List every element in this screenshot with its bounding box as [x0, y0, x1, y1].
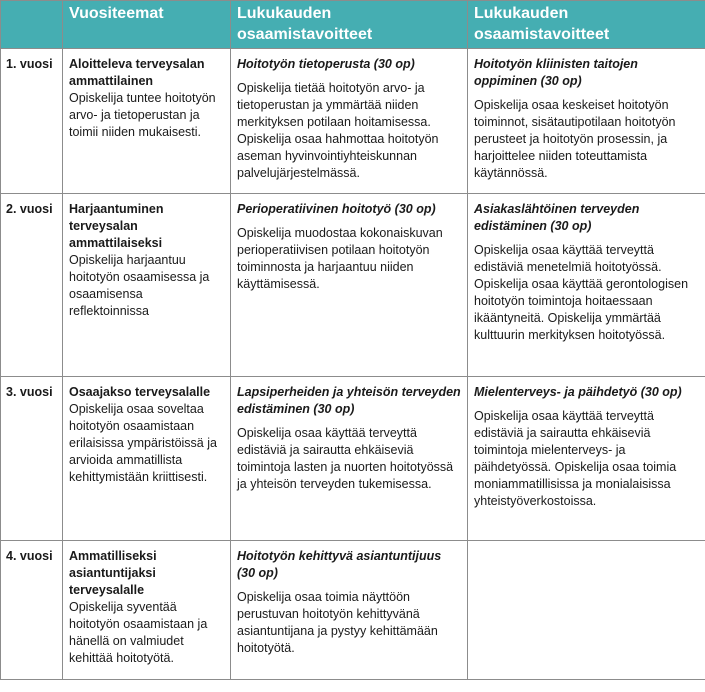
course-cell	[231, 541, 468, 680]
course-desc: Opiskelija osaa keskeiset hoitotyön toiminnot, sisätautipotilaan hoitotyön perusteet ja hoitotyön prosessin, ja harjoittelee niiden toteuttamista käytännössä.	[474, 98, 676, 180]
course-title: Lapsiperheiden ja yhteisön terveyden edistäminen (30 op)	[237, 385, 461, 416]
theme-desc: Opiskelija tuntee hoitotyön arvo- ja tietoperustan ja toimii niiden mukaisesti.	[69, 91, 216, 139]
course-title: Perioperatiivinen hoitotyö (30 op)	[237, 202, 436, 216]
header-goals-2: Lukukauden osaamistavoitteet	[468, 1, 705, 49]
table-row	[1, 49, 705, 194]
course-cell	[468, 49, 705, 194]
header-goals-1: Lukukauden osaamistavoitteet	[231, 1, 468, 49]
course-title: Hoitotyön tietoperusta (30 op)	[237, 57, 415, 71]
course-desc: Opiskelija osaa käyttää terveyttä edistäviä ja sairautta ehkäiseviä toimintoja lasten ja nuorten hoitotyössä ja yhteisön terveyden tukemisessa.	[237, 426, 454, 491]
course-cell	[231, 377, 468, 541]
theme-title: Aloitteleva terveysalan ammattilainen	[69, 57, 205, 88]
course-cell-empty	[468, 541, 705, 680]
theme-desc: Opiskelija osaa soveltaa hoitotyön osaamistaan erilaisissa ympäristöissä ja arvioida ammatillista kehittymistään kriittisesti.	[69, 402, 217, 484]
theme-cell	[63, 541, 231, 680]
course-desc: Opiskelija osaa käyttää terveyttä edistäviä menetelmiä hoitotyössä. Opiskelija osaa käyttää gerontologisen hoitotyön toimintoja hoitaessaan ikääntyneitä. Opiskelija ymmärtää kulttuurin merkityksen hoitotyössä.	[474, 243, 689, 342]
course-cell	[468, 194, 705, 377]
table-row	[1, 541, 705, 680]
theme-title: Osaajakso terveysalalle	[69, 385, 211, 399]
theme-desc: Opiskelija harjaantuu hoitotyön osaamisessa ja osaamisensa reflektoinnissa	[69, 253, 210, 318]
header-themes: Vuositeemat	[63, 1, 231, 49]
theme-cell	[63, 49, 231, 194]
header-year	[1, 1, 63, 49]
year-cell: 1. vuosi	[1, 49, 63, 194]
theme-title: Ammatilliseksi asiantuntijaksi terveysalalle	[69, 549, 157, 597]
year-cell: 4. vuosi	[1, 541, 63, 680]
theme-title: Harjaantuminen terveysalan ammattilaiseksi	[69, 202, 164, 250]
theme-desc: Opiskelija syventää hoitotyön osaamistaan ja hänellä on valmiudet kehittää hoitotyötä.	[69, 600, 208, 665]
table-row	[1, 194, 705, 377]
year-cell: 3. vuosi	[1, 377, 63, 541]
header-row	[1, 1, 705, 49]
course-title: Hoitotyön kliinisten taitojen oppiminen (30 op)	[474, 57, 638, 88]
course-desc: Opiskelija osaa toimia näyttöön perustuvan hoitotyön kehittyvänä asiantuntijana ja pystyy kehittämään hoitotyötä.	[237, 590, 438, 655]
course-desc: Opiskelija muodostaa kokonaiskuvan perioperatiivisen potilaan hoitotyön toiminnosta ja harjaantuu niiden käyttämisessä.	[237, 226, 443, 291]
course-title: Mielenterveys- ja päihdetyö (30 op)	[474, 385, 682, 399]
course-desc: Opiskelija tietää hoitotyön arvo- ja tietoperustan ja ymmärtää niiden merkityksen potilaan hoitamisessa. Opiskelija osaa hahmottaa hoitotyön aseman hyvinvointiyhteiskunnan palvelujärjestelmässä.	[237, 81, 439, 180]
theme-cell	[63, 377, 231, 541]
course-cell	[468, 377, 705, 541]
course-desc: Opiskelija osaa käyttää terveyttä edistäviä ja sairautta ehkäiseviä toimintoja mielenterveys- ja päihdetyössä. Opiskelija osaa toimia moniammatillisissa ja monialaisissa yhteistyöverkostoissa.	[474, 409, 677, 508]
table-row	[1, 377, 705, 541]
year-cell: 2. vuosi	[1, 194, 63, 377]
theme-cell	[63, 194, 231, 377]
course-cell	[231, 49, 468, 194]
course-title: Asiakaslähtöinen terveyden edistäminen (30 op)	[474, 202, 640, 233]
course-cell	[231, 194, 468, 377]
course-title: Hoitotyön kehittyvä asiantuntijuus (30 op)	[237, 549, 442, 580]
